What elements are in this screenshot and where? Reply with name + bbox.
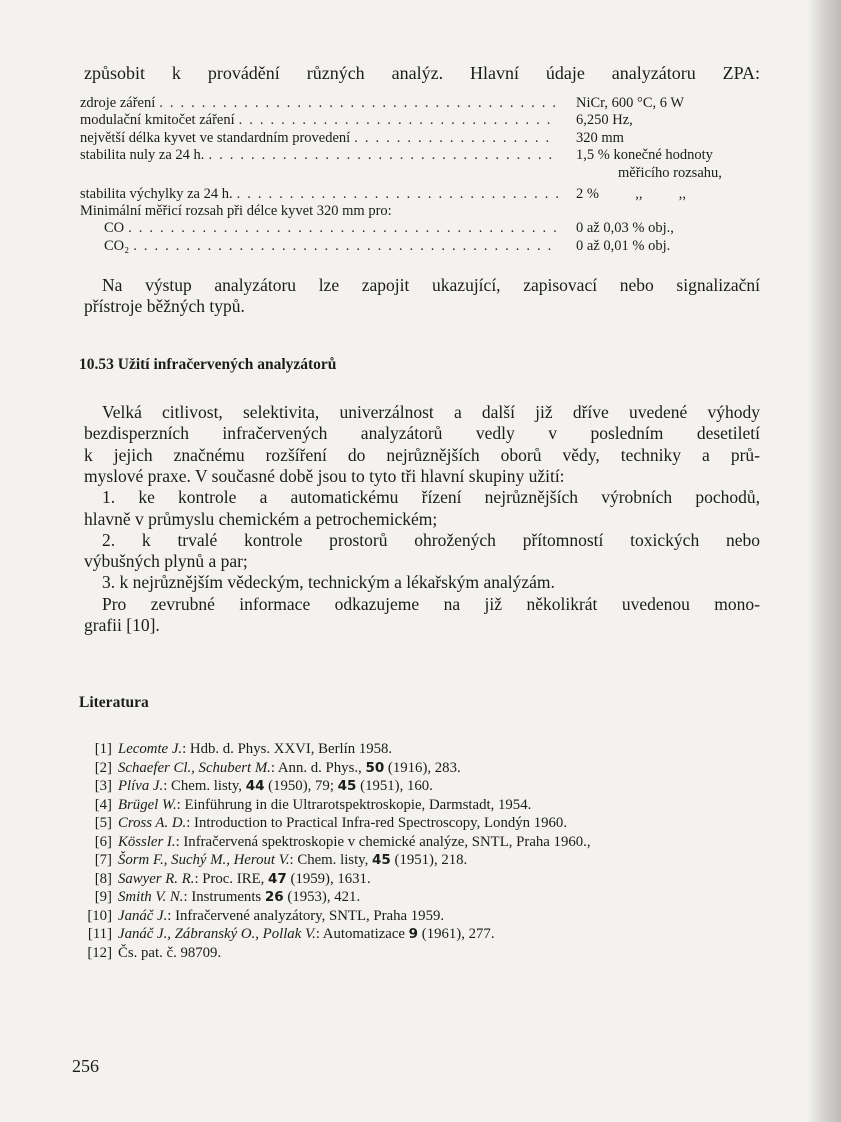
reference-item bbox=[76, 833, 591, 852]
reference-number: [6] bbox=[94, 833, 112, 850]
spec-value: 0 až 0,03 % obj., bbox=[576, 220, 674, 237]
reference-author: Cross A. D. bbox=[118, 815, 187, 831]
reference-text: : Chem. listy, bbox=[163, 778, 246, 794]
reference-text: (1961), 277. bbox=[418, 926, 495, 942]
reference-text: : Infračervená spektroskopie v chemické analýze, SNTL, Praha 1960., bbox=[175, 833, 591, 850]
dot-leader: ................... bbox=[354, 129, 557, 146]
reference-number: [3] bbox=[94, 778, 112, 794]
reference-text: : Infračervené analyzátory, SNTL, Praha 1959. bbox=[167, 907, 445, 924]
reference-item bbox=[76, 777, 591, 796]
spec-label: největší délka kyvet ve standardním provedení bbox=[80, 129, 351, 146]
reference-item bbox=[76, 907, 591, 926]
spec-value-continuation: měřicího rozsahu, bbox=[618, 164, 722, 181]
paragraph-line: výbušných plynů a par; bbox=[84, 551, 248, 572]
reference-text: (1916), 283. bbox=[384, 759, 461, 776]
reference-number: [4] bbox=[94, 796, 112, 813]
dot-leader: .............................. bbox=[238, 112, 558, 129]
reference-author: Janáč J., Zábranský O., Pollak V. bbox=[118, 926, 316, 942]
reference-volume: 26 bbox=[264, 889, 284, 905]
reference-text: (1950), 79; bbox=[264, 778, 338, 794]
dot-leader: ........................................ bbox=[133, 237, 559, 254]
intro-line: způsobit k provádění různých analýz. Hlavní údaje analyzátoru ZPA: bbox=[84, 63, 760, 83]
spec-label: modulační kmitočet záření bbox=[80, 112, 235, 129]
reference-item bbox=[76, 870, 591, 889]
reference-author: Smith V. N. bbox=[118, 889, 184, 905]
reference-volume: 50 bbox=[365, 759, 385, 776]
reference-item bbox=[76, 740, 591, 759]
reference-volume: 45 bbox=[372, 852, 391, 868]
section-heading: 10.53 Užití infračervených analyzátorů bbox=[79, 356, 337, 373]
reference-volume: 47 bbox=[268, 870, 287, 887]
spec-value: 2 % ,, ,, bbox=[576, 185, 686, 202]
spec-label-cell bbox=[80, 238, 574, 255]
spec-label: stabilita výchylky za 24 h. bbox=[80, 185, 233, 202]
dot-leader: ......................................... bbox=[128, 220, 564, 237]
spec-label-cell bbox=[80, 186, 574, 203]
reference-number: [11] bbox=[87, 926, 112, 942]
reference-item bbox=[76, 851, 591, 870]
reference-item bbox=[76, 944, 591, 963]
reference-text: (1953), 421. bbox=[283, 889, 361, 905]
spec-value: 1,5 % konečné hodnoty bbox=[576, 147, 713, 164]
reference-number: [12] bbox=[87, 944, 112, 961]
reference-number: [2] bbox=[94, 759, 112, 776]
reference-number: [9] bbox=[94, 889, 112, 905]
reference-text: : Einführung in die Ultrarotspektroskopie, Darmstadt, 1954. bbox=[176, 796, 532, 813]
spec-label-cell bbox=[80, 112, 574, 129]
spec-row bbox=[80, 112, 770, 129]
reference-item bbox=[76, 759, 591, 778]
spec-value: 0 až 0,01 % obj. bbox=[576, 237, 671, 254]
spec-row bbox=[80, 95, 770, 112]
reference-text: : Ann. d. Phys., bbox=[270, 759, 366, 776]
spec-label: CO bbox=[104, 220, 125, 237]
reference-item bbox=[76, 925, 591, 944]
reference-text: : Introduction to Practical Infra-red Spectroscopy, Londýn 1960. bbox=[186, 815, 568, 831]
reference-list bbox=[76, 740, 591, 962]
spec-continuation-row bbox=[80, 165, 770, 186]
reference-text: : Hdb. d. Phys. XXVI, Berlín 1958. bbox=[182, 741, 393, 757]
reference-number: [5] bbox=[94, 815, 112, 831]
paragraph-line: Pro zevrubné informace odkazujeme na již několikrát uvedenou mono- bbox=[102, 593, 760, 614]
spec-value: 6,250 Hz, bbox=[576, 112, 633, 129]
spec-table bbox=[80, 95, 770, 255]
spec-label-cell bbox=[80, 130, 574, 147]
spec-label-cell bbox=[80, 147, 574, 164]
paragraph-line: přístroje běžných typů. bbox=[84, 296, 245, 316]
reference-number: [1] bbox=[94, 741, 112, 757]
spec-label-cell bbox=[80, 95, 574, 112]
reference-volume: 45 bbox=[337, 778, 357, 794]
spec-label: stabilita nuly za 24 h. bbox=[80, 147, 205, 164]
reference-text: : Instruments bbox=[183, 889, 265, 905]
paragraph-line: Velká citlivost, selektivita, univerzálnost a další již dříve uvedené výhody bbox=[102, 402, 760, 422]
reference-text: (1951), 160. bbox=[356, 778, 433, 794]
dot-leader: ................................. bbox=[208, 147, 560, 164]
reference-item bbox=[76, 814, 591, 833]
spec-label: zdroje záření bbox=[80, 95, 156, 111]
spec-label-cell bbox=[80, 203, 574, 220]
paragraph-line: 2. k trvalé kontrole prostorů ohrožených přítomností toxických nebo bbox=[102, 529, 760, 550]
page-number: 256 bbox=[72, 1056, 99, 1076]
spec-label: CO₂ bbox=[104, 237, 130, 254]
paragraph-line: k jejich značnému rozšíření do nejrůznějších oborů vědy, techniky a prů- bbox=[84, 444, 760, 465]
paragraph-line: grafii [10]. bbox=[84, 615, 160, 635]
spec-value: 320 mm bbox=[576, 129, 624, 146]
reference-number: [8] bbox=[94, 870, 112, 887]
reference-text: : Proc. IRE, bbox=[194, 870, 269, 887]
dot-leader: ...................................... bbox=[159, 95, 564, 111]
reference-author: Kössler I. bbox=[118, 833, 176, 850]
literature-heading: Literatura bbox=[79, 694, 149, 711]
reference-text: : Automatizace bbox=[315, 926, 409, 942]
spec-row bbox=[80, 147, 770, 164]
spec-row bbox=[80, 130, 770, 147]
reference-author: Schaefer Cl., Schubert M. bbox=[118, 759, 271, 776]
spec-row bbox=[80, 203, 770, 220]
spec-value: NiCr, 600 °C, 6 W bbox=[576, 95, 685, 111]
paragraph-line: hlavně v průmyslu chemickém a petrochemickém; bbox=[84, 508, 438, 529]
paragraph-line: 1. ke kontrole a automatickému řízení nejrůznějších výrobních pochodů, bbox=[102, 487, 760, 508]
reference-author: Lecomte J. bbox=[118, 741, 183, 757]
reference-item bbox=[76, 888, 591, 907]
reference-author: Sawyer R. R. bbox=[118, 870, 195, 887]
reference-item bbox=[76, 796, 591, 815]
reference-text: Čs. pat. č. 98709. bbox=[118, 944, 222, 961]
reference-number: [10] bbox=[87, 907, 112, 924]
spec-row bbox=[80, 186, 770, 203]
paragraph-line: 3. k nejrůznějším vědeckým, technickým a lékařským analýzám. bbox=[102, 572, 555, 593]
paragraph-line: Na výstup analyzátoru lze zapojit ukazující, zapisovací nebo signalizační bbox=[102, 275, 760, 295]
reference-author: Janáč J. bbox=[118, 907, 168, 924]
spec-row bbox=[80, 220, 770, 237]
spec-label-cell bbox=[80, 220, 574, 237]
paragraph-line: bezdisperzních infračervených analyzátorů vedly v posledním desetiletí bbox=[84, 423, 760, 444]
page-gutter-shadow bbox=[807, 0, 841, 1122]
reference-text: : Chem. listy, bbox=[289, 852, 373, 868]
paragraph-line: myslové praxe. V současné době jsou to tyto tři hlavní skupiny užití: bbox=[84, 465, 565, 486]
reference-author: Šorm F., Suchý M., Herout V. bbox=[118, 852, 290, 868]
reference-author: Brügel W. bbox=[118, 796, 177, 813]
reference-volume: 44 bbox=[245, 778, 265, 794]
reference-author: Plíva J. bbox=[118, 778, 164, 794]
reference-text: (1959), 1631. bbox=[286, 870, 371, 887]
reference-text: (1951), 218. bbox=[390, 852, 468, 868]
spec-label: Minimální měřicí rozsah při délce kyvet 320 mm pro: bbox=[80, 202, 392, 219]
reference-volume: 9 bbox=[408, 926, 419, 942]
spec-row bbox=[80, 238, 770, 255]
reference-number: [7] bbox=[94, 852, 112, 868]
dot-leader: ............................... bbox=[236, 185, 566, 202]
